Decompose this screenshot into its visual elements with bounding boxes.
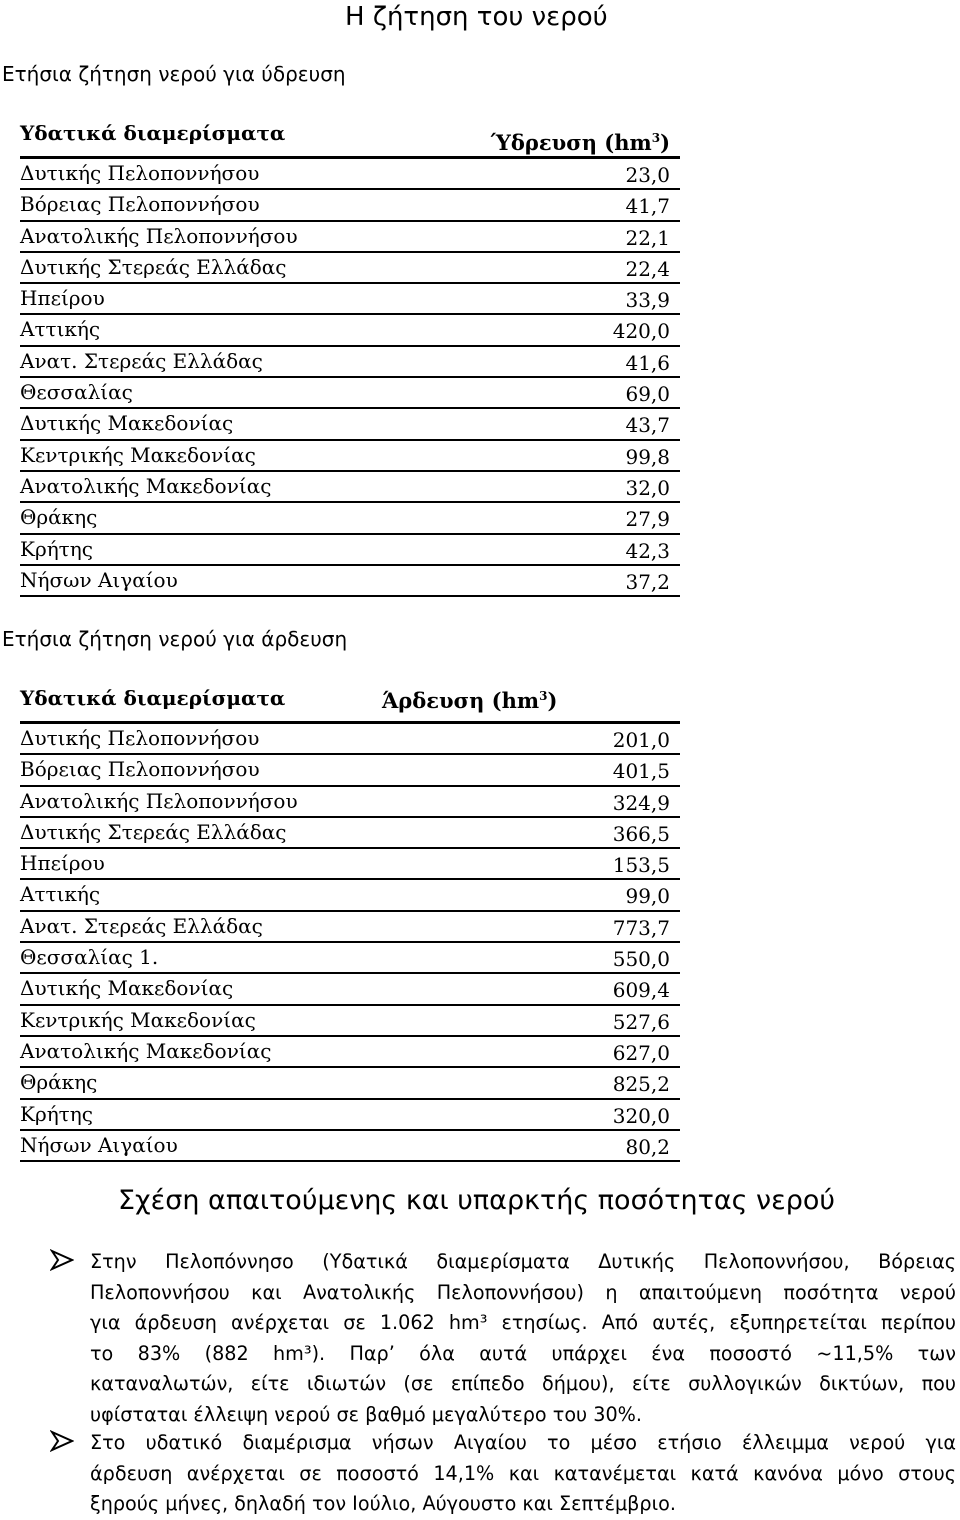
table-row — [20, 787, 680, 818]
text-line: υφίσταται έλλειψη νερού σε βαθμό μεγαλύτερο του 30%. — [90, 1402, 643, 1426]
district-name: Κρήτης — [20, 1101, 93, 1126]
district-name: Δυτικής Στερεάς Ελλάδας — [20, 254, 287, 279]
demand-value: 99,0 — [625, 884, 670, 909]
demand-value: 320,0 — [612, 1103, 670, 1128]
demand-value: 41,6 — [625, 350, 670, 375]
demand-value: 420,0 — [612, 319, 670, 344]
table-row — [20, 880, 680, 911]
column-header-irrigation: Άρδευση $(hm^3)$ — [382, 688, 558, 713]
table-row — [20, 253, 680, 284]
district-name: Ανατολικής Μακεδονίας — [20, 473, 272, 498]
text-line: καταναλωτών, είτε ιδιωτών (σε επίπεδο δήμου), είτε συλλογικών δικτύων, που — [90, 1372, 956, 1395]
column-header-supply: Ύδρευση $(hm^3)$ — [490, 130, 670, 155]
demand-value: 23,0 — [625, 163, 670, 187]
district-name: Ανατολικής Μακεδονίας — [20, 1038, 272, 1063]
demand-value: 43,7 — [625, 413, 670, 438]
table-row — [20, 1037, 680, 1068]
district-name: Θεσσαλίας 1. — [20, 945, 159, 970]
table-row — [20, 724, 680, 755]
demand-value: 609,4 — [612, 978, 670, 1003]
district-name: Ανατ. Στερεάς Ελλάδας — [20, 348, 263, 373]
demand-value: 80,2 — [625, 1134, 670, 1159]
table-row — [20, 409, 680, 440]
table-row — [20, 818, 680, 849]
water-supply-caption: Ετήσια ζήτηση νερού για ύδρευση — [2, 62, 346, 86]
district-name: Βόρειας Πελοποννήσου — [20, 757, 260, 782]
table-row — [20, 566, 680, 597]
district-name: Ανατ. Στερεάς Ελλάδας — [20, 913, 263, 938]
demand-value: 37,2 — [625, 569, 670, 594]
table-row — [20, 1006, 680, 1037]
demand-value: 825,2 — [612, 1072, 670, 1097]
table-row — [20, 378, 680, 409]
table-row — [20, 974, 680, 1005]
irrigation-caption: Ετήσια ζήτηση νερού για άρδευση — [2, 627, 348, 651]
demand-value: 41,7 — [625, 194, 670, 219]
table-row — [20, 441, 680, 472]
district-name: Αττικής — [20, 882, 101, 907]
district-name: Βόρειας Πελοποννήσου — [20, 192, 260, 217]
table-row — [20, 503, 680, 534]
table-row — [20, 472, 680, 503]
table-row — [20, 347, 680, 378]
demand-value: 550,0 — [612, 947, 670, 972]
demand-value: 366,5 — [612, 821, 670, 846]
irrigation-table — [20, 683, 680, 1162]
demand-value: 401,5 — [612, 759, 670, 784]
demand-value: 527,6 — [612, 1009, 670, 1034]
table-row — [20, 284, 680, 315]
demand-value: 773,7 — [612, 915, 670, 940]
water-supply-table — [20, 118, 680, 597]
table-row — [20, 912, 680, 943]
demand-value: 27,9 — [625, 507, 670, 532]
district-name: Δυτικής Μακεδονίας — [20, 411, 234, 436]
text-line: Στο υδατικό διαμέρισμα νήσων Αιγαίου το μέσο ετήσιο έλλειμμα νερού για — [90, 1431, 956, 1454]
text-line: Πελοποννήσου και Ανατολικής Πελοποννήσου) η απαιτούμενη ποσότητα νερού — [90, 1280, 956, 1304]
district-name: Θεσσαλίας — [20, 380, 133, 405]
arrow-bullet-icon — [50, 1249, 74, 1271]
demand-value: 22,1 — [625, 225, 670, 250]
district-name: Κεντρικής Μακεδονίας — [20, 1007, 256, 1032]
district-name: Ηπείρου — [20, 286, 105, 311]
district-name: Δυτικής Πελοποννήσου — [20, 726, 260, 750]
demand-value: 201,0 — [612, 728, 670, 752]
table-row — [20, 849, 680, 880]
text-line: Στην Πελοπόννησο (Υδατικά διαμερίσματα Δυτικής Πελοποννήσου, Βόρειας — [90, 1250, 956, 1273]
table-row — [20, 943, 680, 974]
table-body — [20, 159, 680, 597]
demand-value: 153,5 — [612, 853, 670, 878]
table-row — [20, 159, 680, 190]
text-line: ξηρούς μήνες, δηλαδή τον Ιούλιο, Αύγουστο και Σεπτέμβριο. — [90, 1492, 676, 1515]
demand-value: 32,0 — [625, 475, 670, 500]
district-name: Νήσων Αιγαίου — [20, 1132, 178, 1157]
district-name: Αττικής — [20, 317, 101, 342]
text-line: άρδευση ανέρχεται σε ποσοστό 14,1% και κατανέμεται κατά κανόνα μόνο στους — [90, 1461, 956, 1485]
bullet-item — [50, 1428, 956, 1520]
demand-value: 69,0 — [625, 382, 670, 407]
demand-value: 42,3 — [625, 538, 670, 563]
table-body — [20, 724, 680, 1162]
district-name: Ηπείρου — [20, 851, 105, 876]
section-heading: Σχέση απαιτούμενης και υπαρκτής ποσότητας νερού — [118, 1185, 836, 1216]
district-name: Κρήτης — [20, 536, 93, 561]
district-name: Νήσων Αιγαίου — [20, 567, 178, 592]
district-name: Ανατολικής Πελοποννήσου — [20, 223, 298, 248]
district-name: Θράκης — [20, 1070, 98, 1095]
district-name: Δυτικής Πελοποννήσου — [20, 161, 260, 185]
district-name: Δυτικής Στερεάς Ελλάδας — [20, 819, 287, 844]
district-name: Κεντρικής Μακεδονίας — [20, 442, 256, 467]
bullet-item — [50, 1247, 956, 1430]
district-name: Δυτικής Μακεδονίας — [20, 976, 234, 1001]
table-row — [20, 190, 680, 221]
arrow-bullet-icon — [50, 1430, 74, 1452]
demand-value: 22,4 — [625, 256, 670, 281]
table-header — [20, 118, 680, 159]
bullet-text — [90, 1247, 956, 1430]
page-title: Η ζήτηση του νερού — [345, 2, 608, 32]
demand-value: 33,9 — [625, 288, 670, 313]
table-row — [20, 1131, 680, 1162]
table-row — [20, 315, 680, 346]
bullet-text — [90, 1428, 956, 1520]
text-line: το 83% (882 hm³). Παρ’ όλα αυτά υπάρχει ένα ποσοστό ~11,5% των — [90, 1341, 956, 1365]
text-line: για άρδευση ανέρχεται σε 1.062 hm³ ετησίως. Από αυτές, εξυπηρετείται περίπου — [90, 1311, 956, 1334]
table-row — [20, 222, 680, 253]
demand-value: 627,0 — [612, 1040, 670, 1065]
district-name: Ανατολικής Πελοποννήσου — [20, 788, 298, 813]
column-header-districts: Υδατικά διαμερίσματα — [20, 121, 286, 145]
district-name: Θράκης — [20, 505, 98, 530]
table-row — [20, 1100, 680, 1131]
table-row — [20, 755, 680, 786]
demand-value: 99,8 — [625, 444, 670, 469]
demand-value: 324,9 — [612, 790, 670, 815]
column-header-districts: Υδατικά διαμερίσματα — [20, 686, 286, 710]
table-header — [20, 683, 680, 724]
table-row — [20, 1068, 680, 1099]
table-row — [20, 535, 680, 566]
